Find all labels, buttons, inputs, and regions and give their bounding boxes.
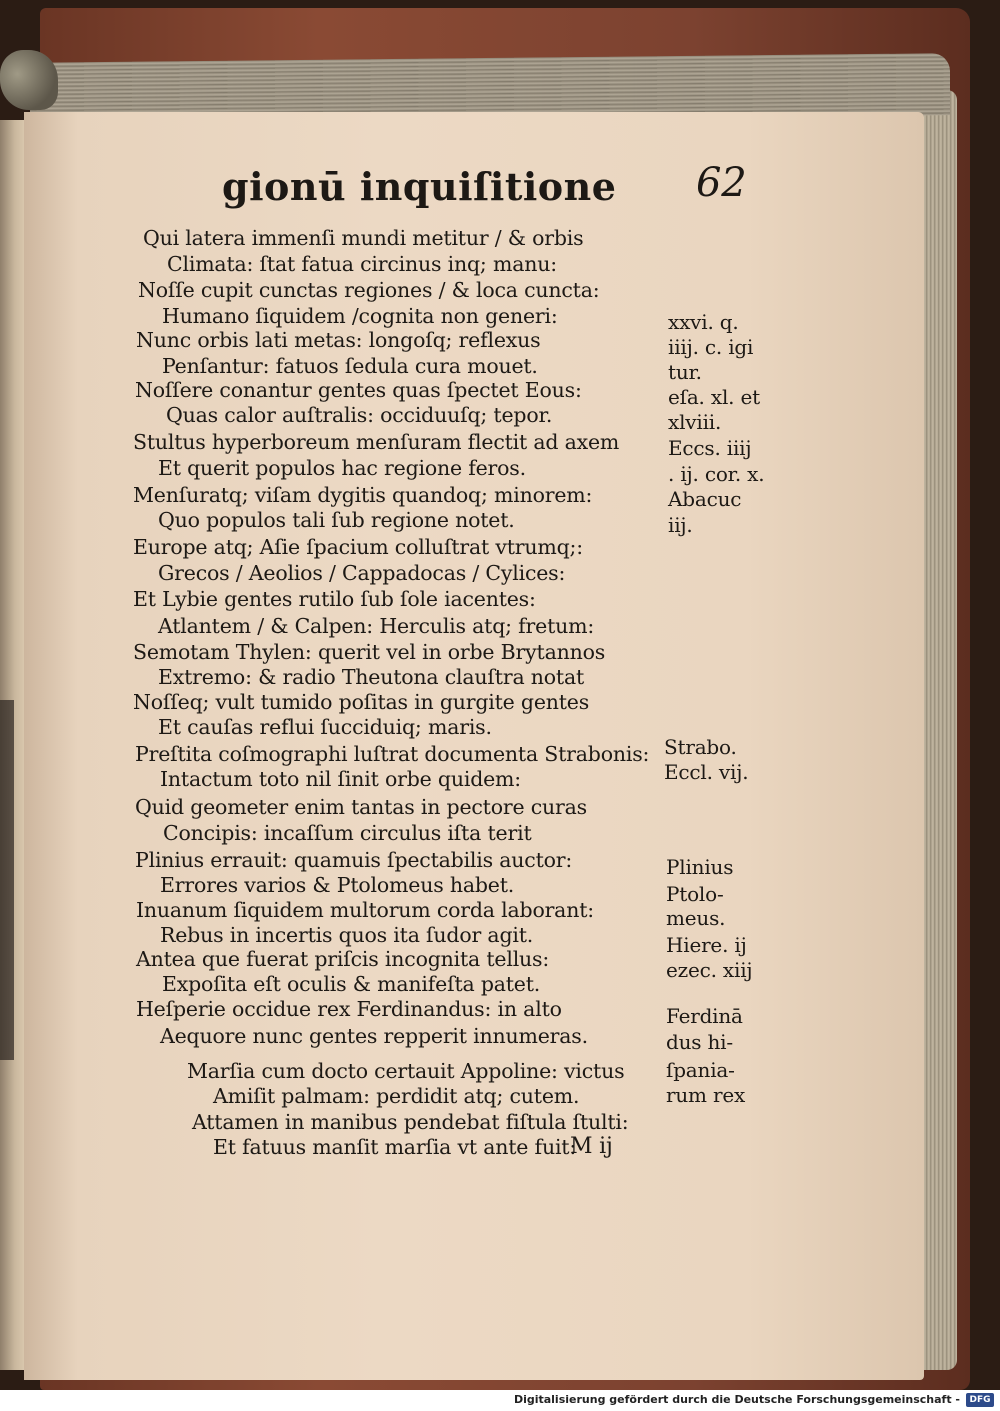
margin-note: Abacuc <box>668 487 742 511</box>
verse-line: Extremo: & radio Theutona clauſtra notat <box>158 665 585 689</box>
verse-line: Antea que fuerat priſcis incognita tellus: <box>136 947 550 971</box>
facing-page-illustration-edge <box>0 700 14 1060</box>
verse-line: Europe atq; Aſie ſpacium colluſtrat vtrumq;: <box>133 535 583 559</box>
margin-note: Hiere. ij <box>666 933 747 957</box>
verse-line: Aequore nunc gentes repperit innumeras. <box>160 1024 588 1048</box>
margin-note: xlviii. <box>668 410 722 434</box>
verse-line: Humano ſiquidem /cognita non generi: <box>162 304 558 328</box>
margin-note: rum rex <box>666 1083 746 1107</box>
margin-note: Eccs. iiij <box>668 436 752 460</box>
credit-footer <box>0 1390 1000 1411</box>
verse-line: Attamen in manibus pendebat fiſtula ſtulti: <box>192 1110 629 1134</box>
margin-note: Plinius <box>666 855 734 879</box>
verse-line: Climata: ſtat fatua circinus inq; manu: <box>167 252 557 276</box>
verse-line: Noſſe cupit cunctas regiones / & loca cuncta: <box>138 278 600 302</box>
verse-line: Nunc orbis lati metas: longoſq; reflexus <box>136 328 541 352</box>
verse-line: Semotam Thylen: querit vel in orbe Brytannos <box>133 640 606 664</box>
verse-line: Noſſere conantur gentes quas ſpectet Eous: <box>135 378 582 402</box>
running-head: gionū inquiſitione <box>222 164 617 209</box>
verse-line: Et fatuus manſit marſia vt ante fuit: <box>213 1135 577 1159</box>
page-number: 62 <box>696 160 747 206</box>
verse-line: Preſtita coſmographi luſtrat documenta Strabonis: <box>135 742 650 766</box>
verse-line: Concipis: incaſſum circulus iſta terit <box>163 821 532 845</box>
margin-note: xxvi. q. <box>668 310 739 334</box>
margin-note: ezec. xiij <box>666 958 753 982</box>
verse-line: Quo populos tali ſub regione notet. <box>158 508 515 532</box>
margin-note: Ptolo- <box>666 882 724 906</box>
verse-line: Intactum toto nil ſinit orbe quidem: <box>160 767 521 791</box>
margin-note: meus. <box>666 906 726 930</box>
margin-note: Strabo. <box>664 735 737 759</box>
verse-line: Quas calor auſtralis: occiduuſq; tepor. <box>166 403 553 427</box>
verse-line: Menſuratq; viſam dygitis quandoq; minorem: <box>133 483 593 507</box>
margin-note: eſa. xl. et <box>668 385 760 409</box>
verse-line: Expoſita eſt oculis & manifeſta patet. <box>162 972 541 996</box>
verse-line: Noſſeq; vult tumido poſitas in gurgite gentes <box>133 690 590 714</box>
margin-note: Ferdinā <box>666 1004 743 1028</box>
verse-line: Et querit populos hac regione feros. <box>158 456 526 480</box>
verse-line: Inuanum ſiquidem multorum corda laborant: <box>136 898 594 922</box>
verse-line: Quid geometer enim tantas in pectore curas <box>135 795 587 819</box>
verse-line: Plinius errauit: quamuis ſpectabilis auctor: <box>135 848 573 872</box>
verse-line: Stultus hyperboreum menſuram flectit ad axem <box>133 430 620 454</box>
margin-note: Eccl. vij. <box>664 760 749 784</box>
margin-note: dus hi- <box>666 1030 733 1054</box>
verse-line: Penſantur: fatuos ſedula cura mouet. <box>162 354 538 378</box>
margin-note: iij. <box>668 513 693 537</box>
margin-note: iiij. c. igi <box>668 335 754 359</box>
verse-line: Atlantem / & Calpen: Herculis atq; fretum: <box>158 614 595 638</box>
verse-line: Et Lybie gentes rutilo ſub ſole iacentes: <box>133 587 536 611</box>
verse-line: Grecos / Aeolios / Cappadocas / Cylices: <box>158 561 566 585</box>
verse-line: Rebus in incertis quos ita ſudor agit. <box>160 923 534 947</box>
verse-line: Et cauſas reflui ſucciduiq; maris. <box>158 715 492 739</box>
verse-line: Amiſit palmam: perdidit atq; cutem. <box>213 1084 580 1108</box>
margin-note: tur. <box>668 360 702 384</box>
verse-line: Marſia cum docto certauit Appoline: victus <box>187 1059 625 1083</box>
verse-line: Qui latera immenſi mundi metitur / & orbis <box>143 226 584 250</box>
dfg-logo: DFG <box>966 1393 994 1407</box>
verse-line: Heſperie occidue rex Ferdinandus: in alto <box>136 997 562 1021</box>
bookmark-ribbon <box>0 50 58 110</box>
signature-mark: M ij <box>570 1134 613 1159</box>
margin-note: . ij. cor. x. <box>668 462 765 486</box>
funding-credit: Digitalisierung gefördert durch die Deutsche Forschungsgemeinschaft - <box>513 1393 960 1406</box>
margin-note: ſpania- <box>666 1058 735 1082</box>
verse-line: Errores varios & Ptolomeus habet. <box>160 873 515 897</box>
